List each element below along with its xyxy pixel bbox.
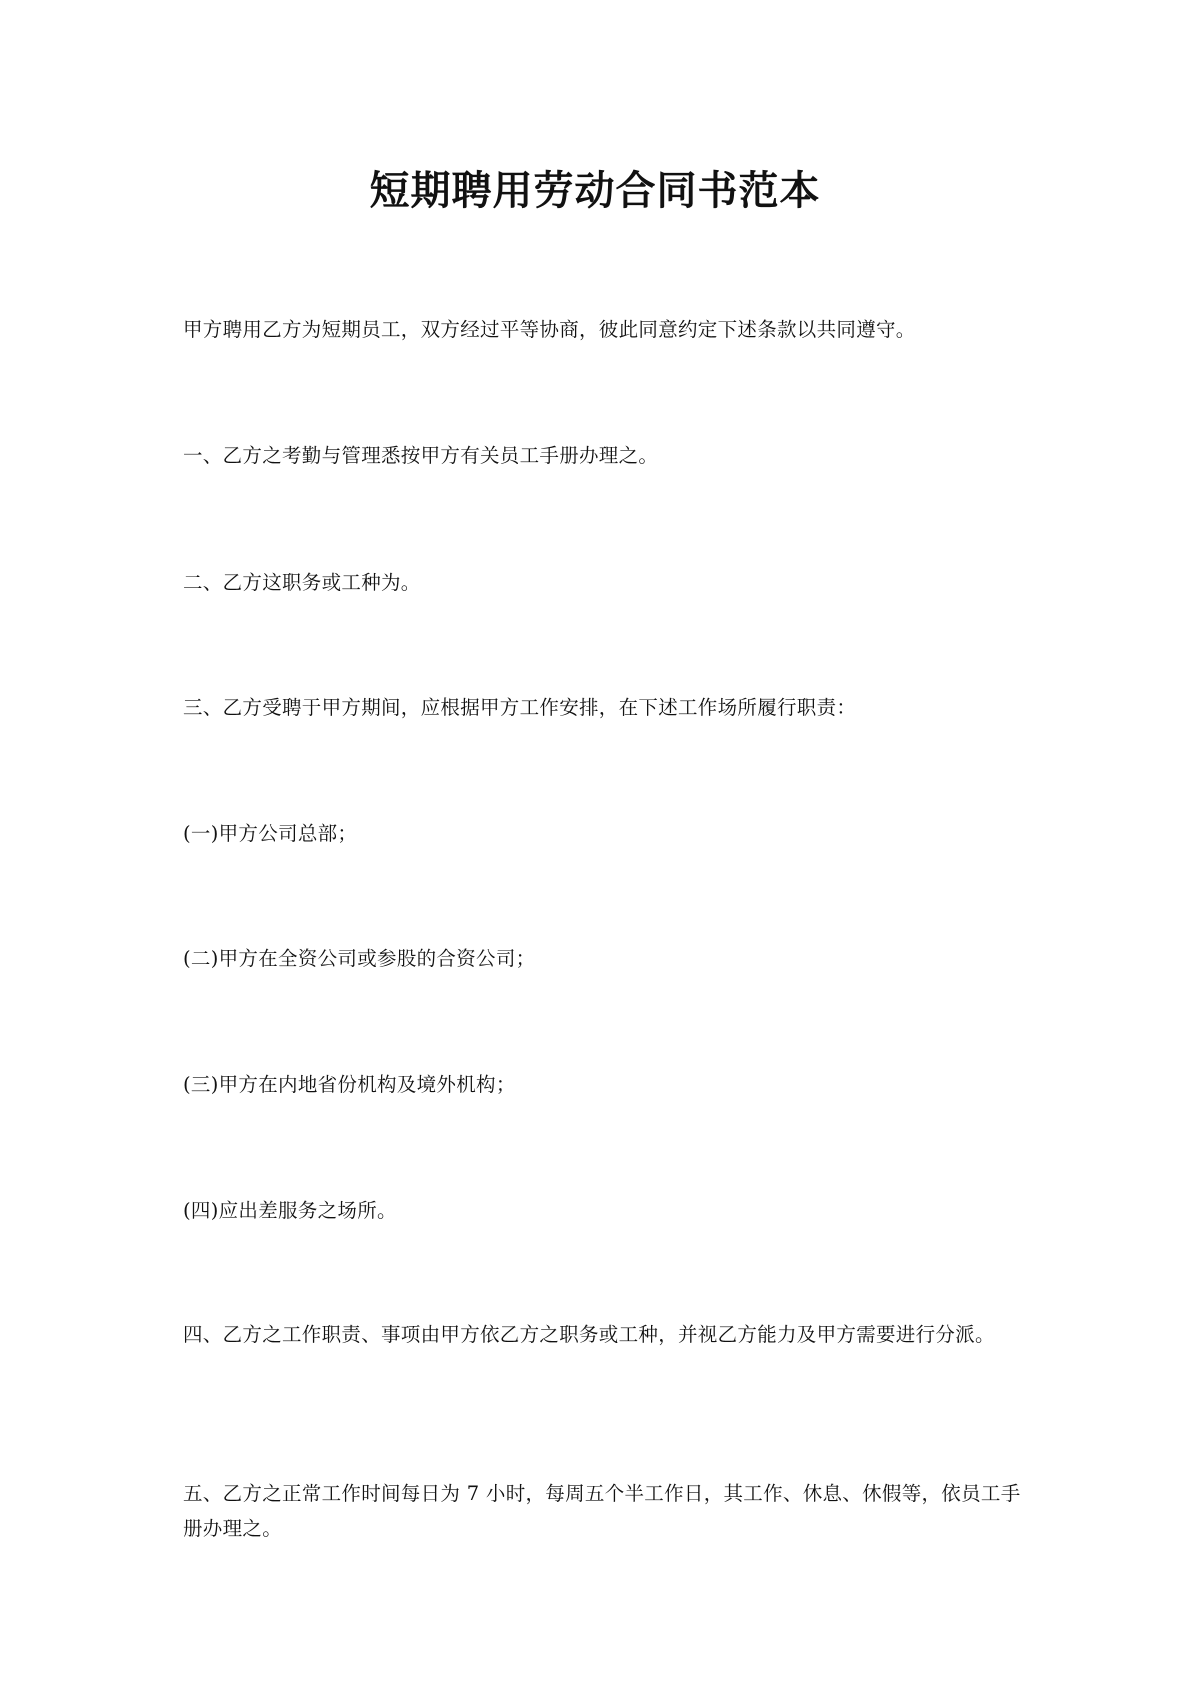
clause-4: 四、乙方之工作职责、事项由甲方依乙方之职务或工种，并视乙方能力及甲方需要进行分派。 bbox=[183, 1323, 995, 1346]
clause-2: 二、乙方这职务或工种为。 bbox=[183, 571, 421, 594]
clause-1: 一、乙方之考勤与管理悉按甲方有关员工手册办理之。 bbox=[183, 444, 659, 467]
clause-3-item-2: (二)甲方在全资公司或参股的合资公司； bbox=[183, 947, 536, 970]
clause-5: 五、乙方之正常工作时间每日为 7 小时，每周五个半工作日，其工作、休息、休假等，依员工手册办理之。 bbox=[183, 1482, 1021, 1540]
intro-paragraph: 甲方聘用乙方为短期员工，双方经过平等协商，彼此同意约定下述条款以共同遵守。 bbox=[183, 318, 916, 341]
document-title: 短期聘用劳动合同书范本 bbox=[369, 167, 821, 214]
clause-3: 三、乙方受聘于甲方期间，应根据甲方工作安排，在下述工作场所履行职责： bbox=[183, 696, 857, 719]
clause-3-item-3: (三)甲方在内地省份机构及境外机构； bbox=[183, 1073, 516, 1096]
clause-3-item-4: (四)应出差服务之场所。 bbox=[183, 1199, 397, 1222]
clause-3-item-1: (一)甲方公司总部； bbox=[183, 822, 358, 845]
